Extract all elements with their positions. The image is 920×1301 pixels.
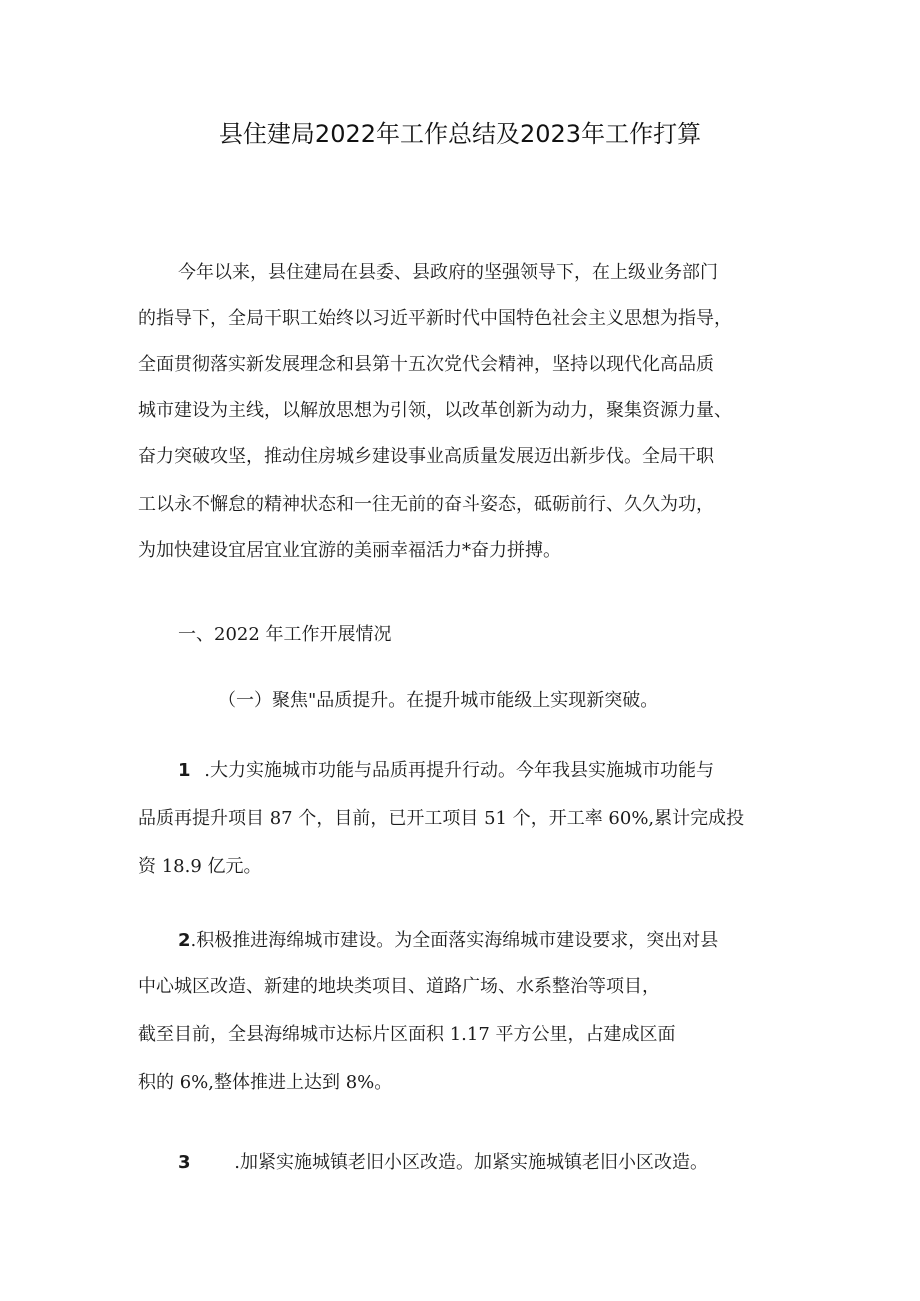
intro-line: 为加快建设宜居宜业宜游的美丽幸福活力*奋力拼搏。 xyxy=(138,540,561,561)
intro-line: 今年以来，县住建局在县委、县政府的坚强领导下，在上级业务部门 xyxy=(178,262,718,283)
item-1-first-line xyxy=(178,756,714,786)
intro-line: 的指导下，全局干职工始终以习近平新时代中国特色社会主义思想为指导， xyxy=(138,308,732,329)
section-heading: 一、2022 年工作开展情况 xyxy=(178,624,392,645)
intro-line: 工以永不懈怠的精神状态和一往无前的奋斗姿态，砥砺前行、久久为功， xyxy=(138,494,714,515)
intro-line: 城市建设为主线，以解放思想为引领，以改革创新为动力，聚集资源力量、 xyxy=(138,400,732,421)
intro-line: 奋力突破攻坚，推动住房城乡建设事业高质量发展迈出新步伐。全局干职 xyxy=(138,446,714,467)
item-2-first-line xyxy=(178,926,718,956)
item-2-line: 截至目前，全县海绵城市达标片区面积 1.17 平方公里，占建成区面 xyxy=(138,1024,676,1045)
subsection-heading: （一）聚焦"品质提升。在提升城市能级上实现新突破。 xyxy=(218,690,659,711)
item-2-text: .积极推进海绵城市建设。为全面落实海绵城市建设要求，突出对县 xyxy=(190,930,719,951)
item-2-line: 中心城区改造、新建的地块类项目、道路广场、水系整治等项目， xyxy=(138,976,660,997)
item-1-line: 资 18.9 亿元。 xyxy=(138,856,262,877)
intro-line: 全面贯彻落实新发展理念和县第十五次党代会精神，坚持以现代化高品质 xyxy=(138,354,714,375)
item-2-number: 2 xyxy=(178,930,191,951)
item-3-text: .加紧实施城镇老旧小区改造。加紧实施城镇老旧小区改造。 xyxy=(234,1152,708,1173)
item-1-text: .大力实施城市功能与品质再提升行动。今年我县实施城市功能与 xyxy=(204,760,714,781)
document-title: 县住建局2022年工作总结及2023年工作打算 xyxy=(218,120,702,148)
item-3-line xyxy=(178,1148,708,1178)
item-1-line: 品质再提升项目 87 个，目前，已开工项目 51 个，开工率 60%,累计完成投 xyxy=(138,808,745,829)
item-1-number: 1 xyxy=(178,760,191,781)
item-3-number: 3 xyxy=(178,1152,191,1173)
item-2-line: 积的 6%,整体推进上达到 8%。 xyxy=(138,1072,393,1093)
